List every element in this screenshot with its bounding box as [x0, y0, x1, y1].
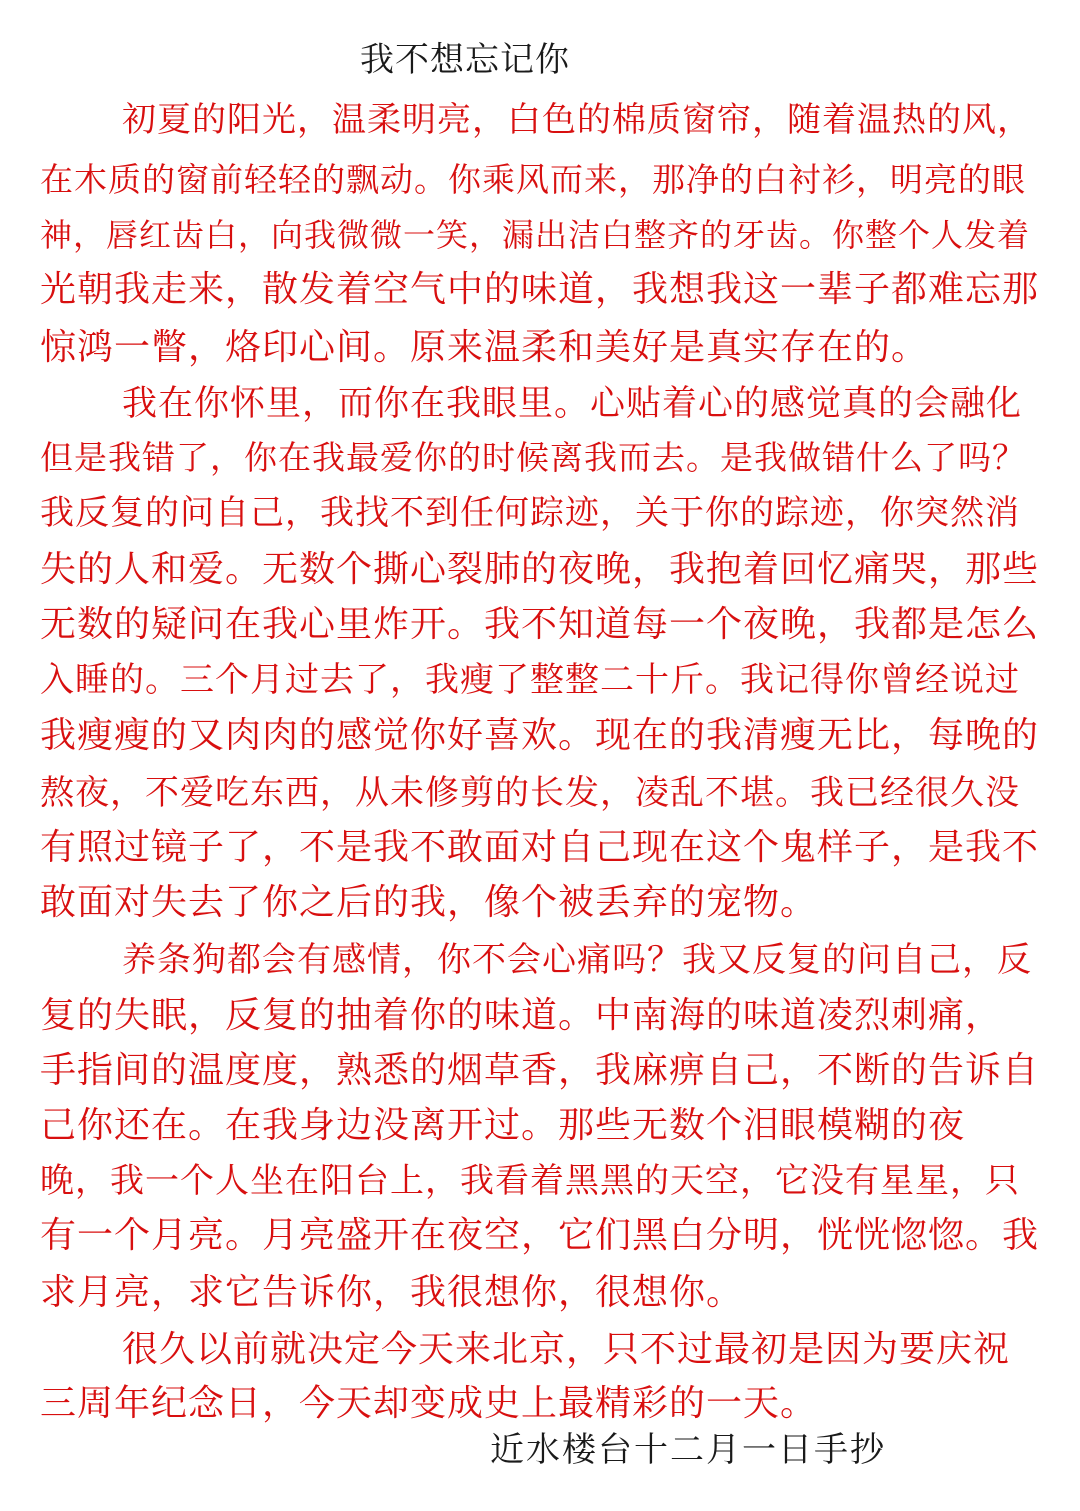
text-line: 三周年纪念日，今天却变成史上最精彩的一天。 [40, 1383, 818, 1424]
text-line: 但是我错了，你在我最爱你的时候离我而去。是我做错什么了吗？ [40, 438, 1026, 477]
text-line: 光朝我走来，散发着空气中的味道，我想我这一辈子都难忘那 [40, 269, 1040, 310]
text-line: 养条狗都会有感情，你不会心痛吗？我又反复的问自己，反 [122, 940, 1032, 980]
text-line: 手指间的温度度，熟悉的烟草香，我麻痹自己，不断的告诉自 [40, 1050, 1040, 1091]
text-line: 入睡的。三个月过去了，我瘦了整整二十斤。我记得你曾经说过 [40, 660, 1020, 700]
text-line: 惊鸿一瞥，烙印心间。原来温柔和美好是真实存在的。 [40, 327, 929, 368]
text-line: 失的人和爱。无数个撕心裂肺的夜晚，我抱着回忆痛哭，那些 [40, 549, 1040, 590]
text-line: 在木质的窗前轻轻的飘动。你乘风而来，那净的白衬衫，明亮的眼 [40, 160, 1026, 199]
text-line: 神，唇红齿白，向我微微一笑，漏出洁白整齐的牙齿。你整个人发着 [40, 216, 1031, 254]
letter-title: 我不想忘记你 [360, 40, 570, 80]
text-line: 晚，我一个人坐在阳台上，我看着黑黑的天空，它没有星星，只 [40, 1161, 1020, 1201]
text-line: 我在你怀里，而你在我眼里。心贴着心的感觉真的会融化 [122, 384, 1023, 424]
text-line: 有照过镜子了，不是我不敢面对自己现在这个鬼样子，是我不 [40, 827, 1040, 868]
text-line: 有一个月亮。月亮盛开在夜空，它们黑白分明，恍恍惚惚。我 [40, 1215, 1040, 1256]
text-line: 求月亮，求它告诉你，我很想你，很想你。 [40, 1272, 744, 1313]
text-line: 敢面对失去了你之后的我，像个被丢弃的宠物。 [40, 882, 818, 923]
text-line: 复的失眠，反复的抽着你的味道。中南海的味道凌烈刺痛， [40, 995, 1003, 1036]
text-line: 很久以前就决定今天来北京，只不过最初是因为要庆祝 [122, 1329, 1011, 1370]
text-line: 初夏的阳光，温柔明亮，白色的棉质窗帘，随着温热的风， [122, 100, 1032, 140]
text-line: 熬夜，不爱吃东西，从未修剪的长发，凌乱不堪。我已经很久没 [40, 773, 1020, 813]
signature-line: 近水楼台十二月一日手抄 [490, 1430, 886, 1470]
text-line: 我反复的问自己，我找不到任何踪迹，关于你的踪迹，你突然消 [40, 493, 1020, 533]
text-line: 无数的疑问在我心里炸开。我不知道每一个夜晚，我都是怎么 [40, 604, 1040, 645]
text-line: 我瘦瘦的又肉肉的感觉你好喜欢。现在的我清瘦无比，每晚的 [40, 715, 1040, 756]
text-line: 己你还在。在我身边没离开过。那些无数个泪眼模糊的夜 [40, 1105, 966, 1146]
